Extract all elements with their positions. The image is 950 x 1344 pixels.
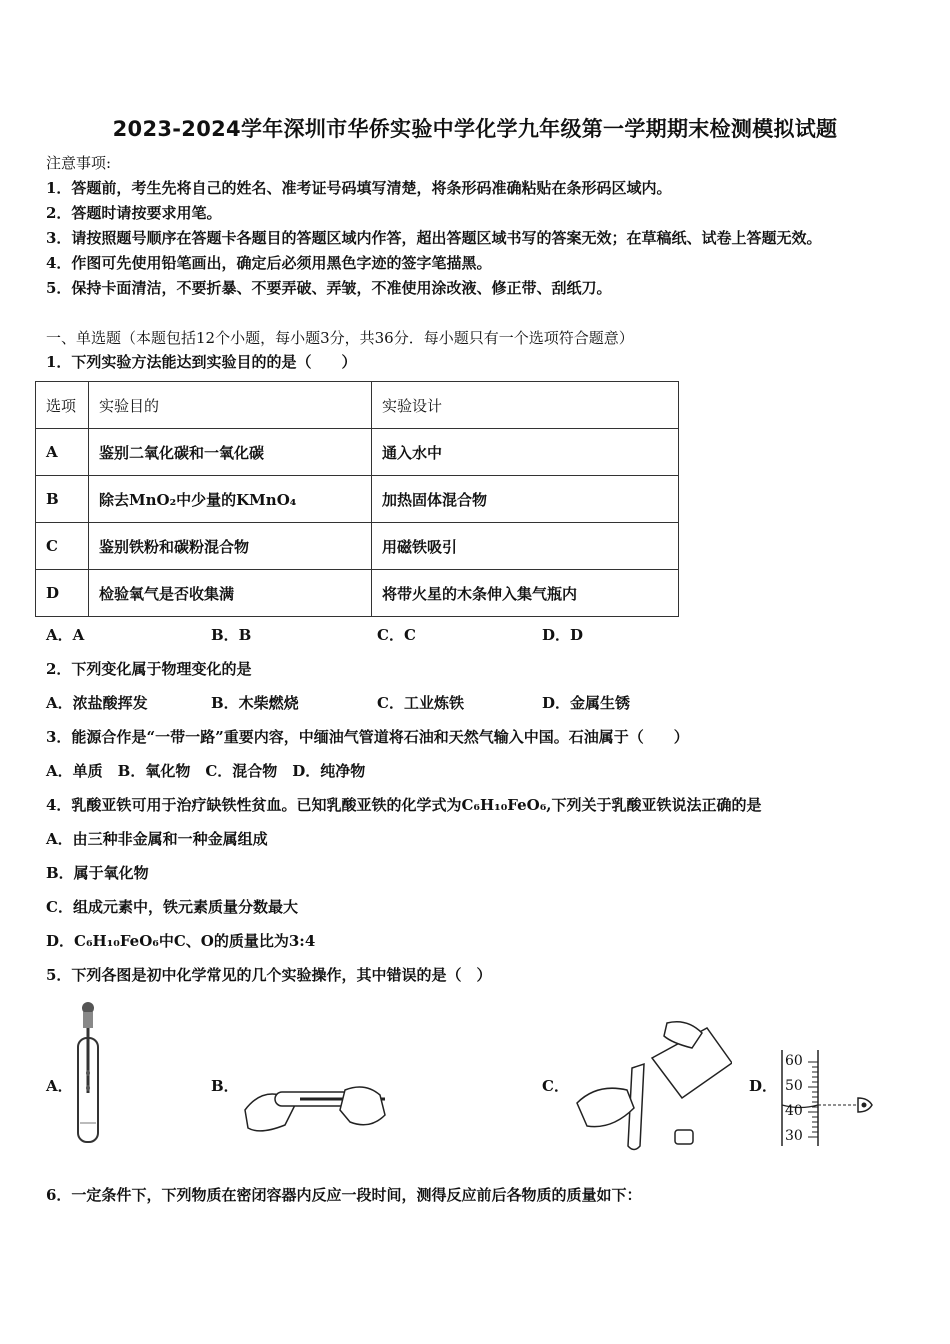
q3-options: A．单质 B．氧化物 C．混合物 D．纯净物 — [46, 762, 366, 780]
q5-label-a: A． — [46, 1077, 73, 1095]
q2-option-b: B．木柴燃烧 — [211, 694, 299, 712]
table-cell: 检验氧气是否收集满 — [89, 570, 372, 617]
section-heading: 一、单选题（本题包括12个小题，每小题3分，共36分．每小题只有一个选项符合题意） — [46, 329, 634, 347]
page-title: 2023-2024学年深圳市华侨实验中学化学九年级第一学期期末检测模拟试题 — [112, 117, 838, 141]
table-cell: 鉴别二氧化碳和一氧化碳 — [89, 429, 372, 476]
q1-stem: 1．下列实验方法能达到实验目的的是（ ） — [46, 353, 357, 371]
q1-option-c: C．C — [377, 626, 416, 644]
table-cell: 除去MnO₂中少量的KMnO₄ — [89, 476, 372, 523]
cylinder-tick-30: 30 — [785, 1128, 803, 1144]
header-cell: 选项 — [36, 382, 89, 429]
table-cell: 鉴别铁粉和碳粉混合物 — [89, 523, 372, 570]
holding-test-tube-figure — [240, 1070, 390, 1140]
table-cell: B — [36, 476, 89, 523]
q4-option-a: A．由三种非金属和一种金属组成 — [46, 830, 268, 848]
table-row — [36, 570, 679, 617]
table-row — [36, 429, 679, 476]
q2-option-c: C．工业炼铁 — [377, 694, 464, 712]
q4-option-d: D．C₆H₁₀FeO₆中C、O的质量比为3:4 — [46, 932, 316, 950]
q2-stem: 2．下列变化属于物理变化的是 — [46, 660, 252, 678]
cylinder-tick-60: 60 — [785, 1053, 803, 1069]
table-row — [36, 523, 679, 570]
notice-item: 3．请按照题号顺序在答题卡各题目的答题区域内作答，超出答题区域书写的答案无效；在草稿纸、试卷上答题无效。 — [46, 229, 822, 247]
q3-stem: 3．能源合作是“一带一路”重要内容，中缅油气管道将石油和天然气输入中国。石油属于（ ） — [46, 728, 689, 746]
q5-label-c: C． — [542, 1077, 569, 1095]
table-cell: 加热固体混合物 — [372, 476, 679, 523]
q4-option-c: C．组成元素中，铁元素质量分数最大 — [46, 898, 298, 916]
cylinder-tick-50: 50 — [785, 1078, 803, 1094]
table-cell: D — [36, 570, 89, 617]
notice-item: 4．作图可先使用铅笔画出，确定后必须用黑色字迹的签字笔描黑。 — [46, 254, 492, 272]
table-cell: 用磁铁吸引 — [372, 523, 679, 570]
q1-option-a: A．A — [46, 626, 85, 644]
q1-option-d: D．D — [542, 626, 584, 644]
q2-option-d: D．金属生锈 — [542, 694, 631, 712]
notice-heading: 注意事项: — [46, 154, 112, 172]
table-cell: 将带火星的木条伸入集气瓶内 — [372, 570, 679, 617]
q1-table — [35, 381, 679, 617]
q2-option-a: A．浓盐酸挥发 — [46, 694, 148, 712]
notice-item: 1．答题前，考生先将自己的姓名、准考证号码填写清楚，将条形码准确粘贴在条形码区域内。 — [46, 179, 672, 197]
table-cell: 通入水中 — [372, 429, 679, 476]
header-cell: 实验设计 — [372, 382, 679, 429]
q5-label-b: B． — [211, 1077, 239, 1095]
q5-stem: 5．下列各图是初中化学常见的几个实验操作，其中错误的是（ ） — [46, 966, 492, 984]
q6-stem: 6．一定条件下，下列物质在密闭容器内反应一段时间，测得反应前后各物质的质量如下： — [46, 1186, 642, 1204]
q4-option-b: B．属于氧化物 — [46, 864, 149, 882]
table-cell: C — [36, 523, 89, 570]
dropper-in-tube-figure — [70, 998, 110, 1148]
table-row — [36, 476, 679, 523]
pouring-liquid-figure — [572, 1018, 732, 1153]
header-cell: 实验目的 — [89, 382, 372, 429]
q5-label-d: D． — [749, 1077, 778, 1095]
notice-item: 2．答题时请按要求用笔。 — [46, 204, 222, 222]
table-header-row — [36, 382, 679, 429]
cylinder-tick-40: 40 — [785, 1103, 803, 1119]
q1-option-b: B．B — [211, 626, 252, 644]
notice-item: 5．保持卡面清洁，不要折暴、不要弄破、弄皱，不准使用涂改液、修正带、刮纸刀。 — [46, 279, 612, 297]
q4-stem: 4．乳酸亚铁可用于治疗缺铁性贫血。已知乳酸亚铁的化学式为C₆H₁₀FeO₆,下列关于乳酸亚铁说法正确的是 — [46, 796, 762, 814]
table-cell: A — [36, 429, 89, 476]
